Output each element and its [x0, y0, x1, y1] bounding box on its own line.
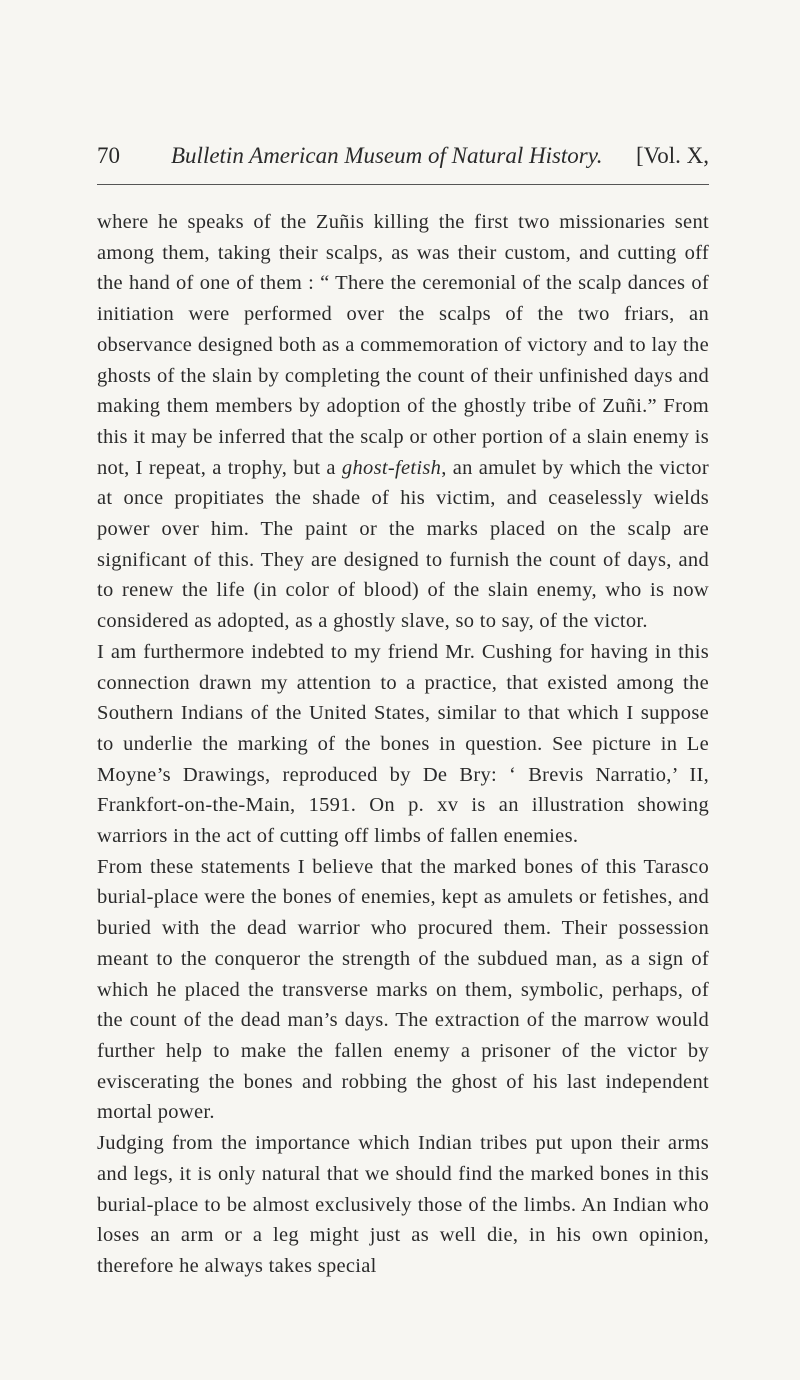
header-rule	[97, 184, 709, 185]
paragraph-1-text-b: , an amulet by which the victor at once propitiates the shade of his victim, and ceaselessly wields power over him. The paint or the marks placed on the scalp are significant of this. They are designed to furnish the count of days, and to renew the life (in color of blood) of the slain enemy, who is now considered as adopted, as a ghostly slave, so to say, of the victor.	[97, 456, 709, 633]
ghost-fetish-term: ghost-fetish	[341, 456, 442, 479]
paragraph-1	[97, 207, 709, 637]
body-text	[97, 207, 709, 1282]
paragraph-1-text-a: where he speaks of the Zuñis killing the first two missionaries sent among them, taking their scalps, as was their custom, and cutting off the hand of one of them : “ There the ceremonial of the scalp dances of initiation were performed over the scalps of the two friars, an observance designed both as a commemoration of victory and to lay the ghosts of the slain by completing the count of their unfinished days and making them members by adoption of the ghostly tribe of Zuñi.” From this it may be inferred that the scalp or other portion of a slain enemy is not, I repeat, a trophy, but a	[97, 211, 709, 479]
running-title: Bulletin American Museum of Natural History.	[171, 143, 603, 168]
paragraph-4: Judging from the importance which Indian tribes put upon their arms and legs, it is only natural that we should find the marked bones in this burial-place to be almost exclusively those of the limbs. An Indian who loses an arm or a leg might just as well die, in his own opinion, therefore he always takes special	[97, 1132, 709, 1277]
page-header	[97, 143, 709, 183]
page-number: 70	[97, 143, 120, 168]
volume-label: [Vol. X,	[635, 143, 709, 168]
paragraph-3: From these statements I believe that the marked bones of this Tarasco burial-place were the bones of enemies, kept as amulets or fetishes, and buried with the dead warrior who procured them. Their possession meant to the conqueror the strength of the subdued man, as a sign of which he placed the transverse marks on them, symbolic, perhaps, of the count of the dead man’s days. The extraction of the marrow would further help to make the fallen enemy a prisoner of the victor by eviscerating the bones and robbing the ghost of his last independent mortal power.	[97, 855, 709, 1124]
paragraph-2: I am furthermore indebted to my friend Mr. Cushing for having in this connection drawn my attention to a practice, that existed among the Southern Indians of the United States, similar to that which I suppose to underlie the marking of the bones in question. See picture in Le Moyne’s Drawings, reproduced by De Bry: ‘ Brevis Narratio,’ II, Frankfort-on-the-Main, 1591. On p. xv is an illustration showing warriors in the act of cutting off limbs of fallen enemies.	[97, 640, 709, 848]
